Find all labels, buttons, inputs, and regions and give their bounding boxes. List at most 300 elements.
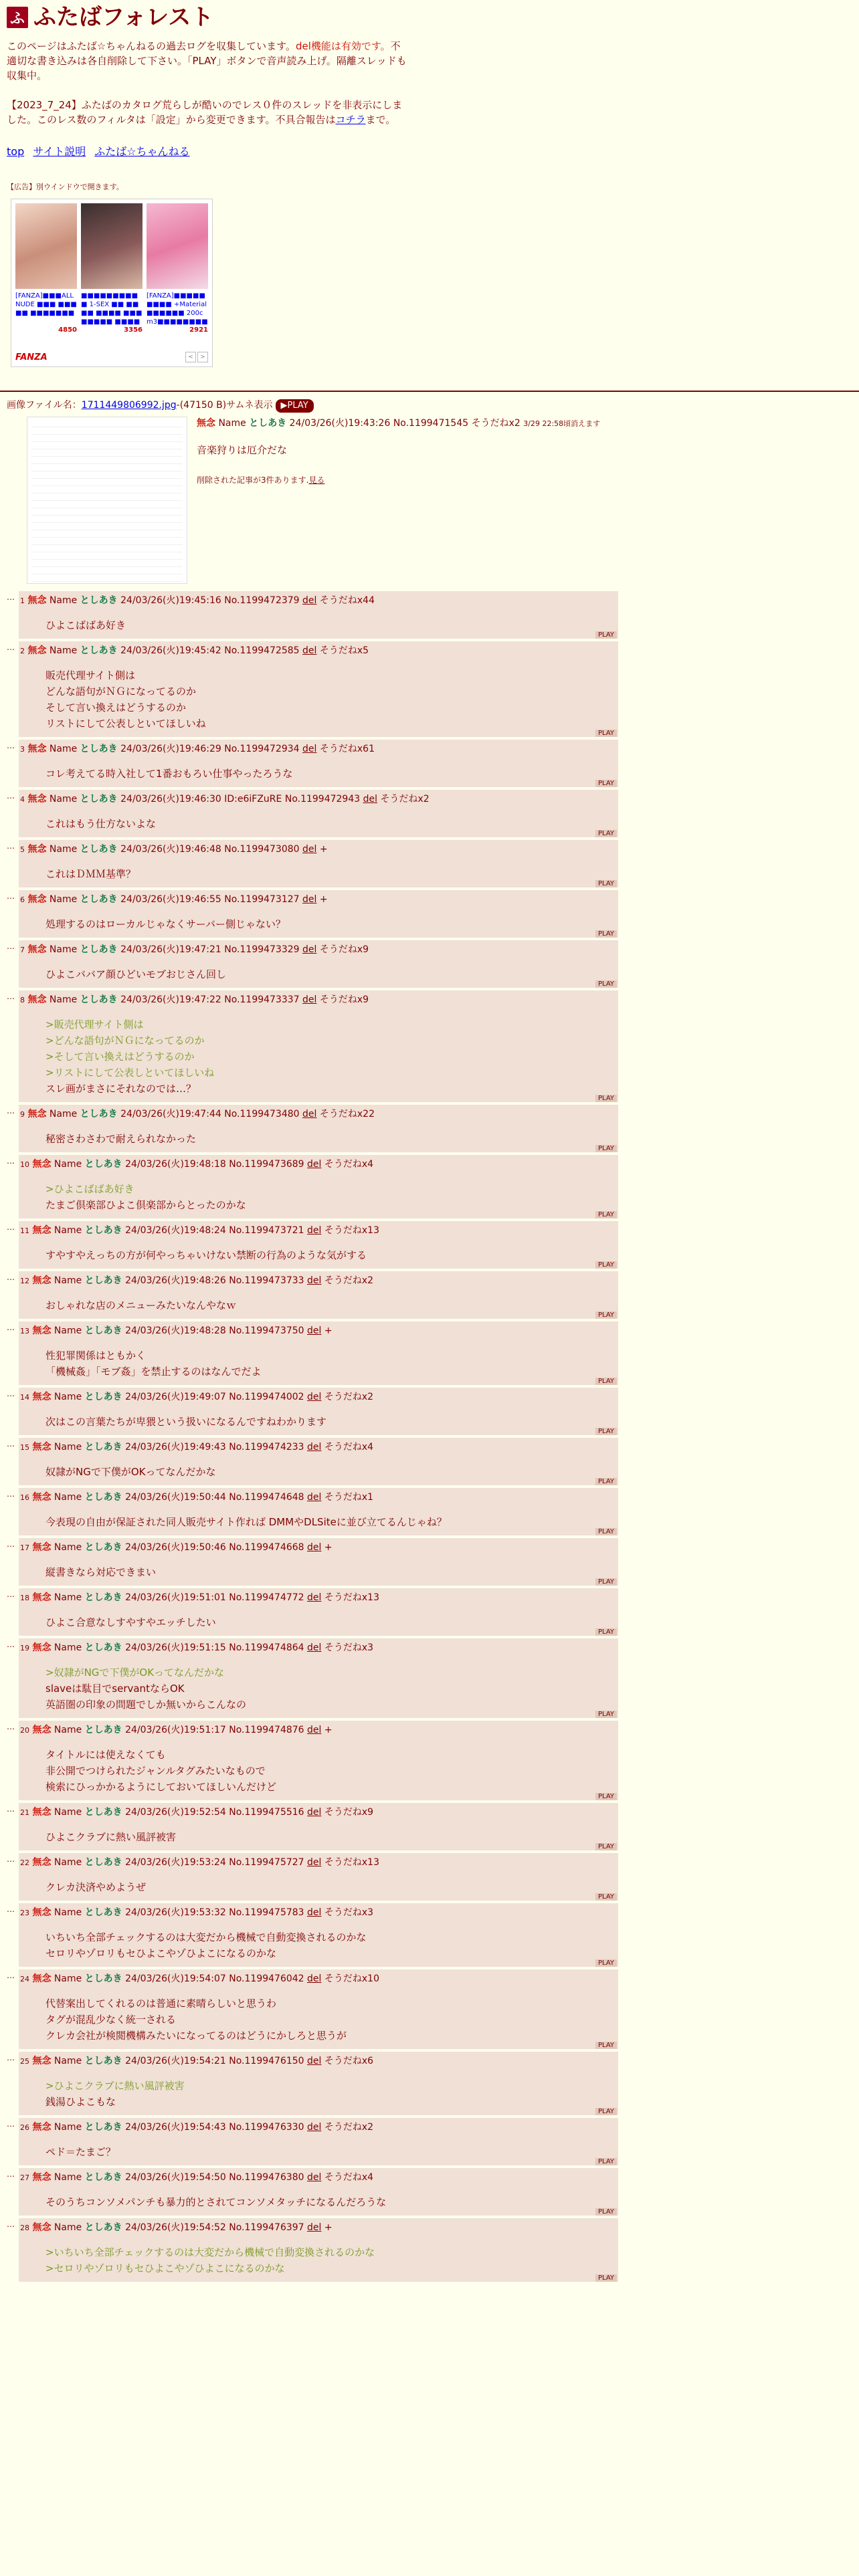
reply-datetime: 24/03/26(火)19:51:01 xyxy=(125,1592,226,1603)
reply-sodane[interactable]: そうだねx4 xyxy=(324,2172,374,2183)
reply-play-button[interactable]: PLAY xyxy=(595,1793,617,1800)
reply-dots: … xyxy=(7,593,15,602)
reply-name-label: Name xyxy=(49,894,78,905)
reply-del-link[interactable]: del xyxy=(307,1392,322,1402)
ad-thumbnail[interactable] xyxy=(81,203,142,289)
reply-datetime: 24/03/26(火)19:49:07 xyxy=(125,1392,226,1402)
reply-body xyxy=(45,1181,618,1213)
reply-name-label: Name xyxy=(54,1225,82,1236)
reply-sodane[interactable]: そうだねx2 xyxy=(324,1392,374,1402)
reply-sodane[interactable]: + xyxy=(324,1542,332,1553)
reply-row xyxy=(7,1271,618,1319)
reply-sodane[interactable]: そうだねx13 xyxy=(324,1857,379,1868)
reply-header xyxy=(19,2171,618,2185)
reply-name-label: Name xyxy=(54,1907,82,1918)
reply-row xyxy=(7,2168,618,2216)
reply-del-link[interactable]: del xyxy=(307,1325,322,1336)
reply-row xyxy=(7,2218,618,2282)
reply-body xyxy=(45,2144,618,2160)
reply-body xyxy=(45,1131,618,1147)
reply-subject: 無念 xyxy=(32,1857,52,1868)
reply-play-button[interactable]: PLAY xyxy=(595,1843,617,1850)
reply-name: としあき xyxy=(84,2056,122,2066)
reply-body xyxy=(45,1996,618,2044)
reply-name-label: Name xyxy=(54,1275,82,1286)
ad-caption[interactable]: ■■■■■■■■■■ 1-SEX ■■ ■■■■ ■■■■ ■■■■■■■■ ■■■■ xyxy=(81,292,142,326)
reply-dots: … xyxy=(7,1971,15,1980)
image-file-link[interactable]: 1711449806992.jpg xyxy=(81,400,177,411)
reply-row xyxy=(7,1588,618,1636)
reply-number[interactable]: No.1199473480 xyxy=(224,1109,300,1119)
reply-header xyxy=(19,943,618,957)
reply-play-button[interactable]: PLAY xyxy=(595,1578,617,1586)
reply-number[interactable]: No.1199473689 xyxy=(229,1159,304,1170)
reply-row xyxy=(7,1538,618,1586)
intro-text xyxy=(7,39,408,127)
reply-subject: 無念 xyxy=(32,1442,52,1453)
reply-header xyxy=(19,1224,618,1238)
reply-row xyxy=(7,990,618,1102)
reply-body xyxy=(45,1016,618,1097)
reply-datetime: 24/03/26(火)19:48:24 xyxy=(125,1225,226,1236)
reply-play-button[interactable]: PLAY xyxy=(595,2274,617,2282)
reply-del-link[interactable]: del xyxy=(307,1492,322,1503)
reply-play-button[interactable]: PLAY xyxy=(595,631,617,639)
deleted-note xyxy=(197,474,600,486)
reply-sodane[interactable]: そうだねx22 xyxy=(319,1109,375,1119)
ad-brand-logo[interactable]: FANZA xyxy=(15,352,47,362)
reply-sodane[interactable]: そうだねx3 xyxy=(324,1642,374,1653)
reply-subject: 無念 xyxy=(27,944,47,955)
reply-subject: 無念 xyxy=(27,595,47,606)
reply-dots: … xyxy=(7,1439,15,1448)
message-line: 処理するのはローカルじゃなくサーバー側じゃない？ xyxy=(45,918,286,930)
ad-thumbnail[interactable] xyxy=(15,203,77,289)
reply-del-link[interactable]: del xyxy=(307,1592,322,1603)
message-line: 縦書きなら対応できまい xyxy=(45,1566,157,1578)
reply-post xyxy=(19,1721,618,1800)
nav-top-link[interactable]: top xyxy=(7,145,25,158)
quote-line: >奴隷がNGで下僕がOKってなんだかな xyxy=(45,1667,225,1679)
reply-index: 15 xyxy=(20,1443,29,1452)
reply-name: としあき xyxy=(84,1275,122,1286)
reply-play-button[interactable]: PLAY xyxy=(595,1628,617,1636)
reply-del-link[interactable]: del xyxy=(307,1973,322,1984)
reply-number[interactable]: No.1199474668 xyxy=(229,1542,304,1553)
reply-post xyxy=(19,641,618,737)
ad-thumbnail[interactable] xyxy=(147,203,208,289)
reply-name-label: Name xyxy=(49,595,78,606)
ad-caption[interactable]: [FANZA]■■■■■■■■■ +Material■■■■■■ 200cm3■■■■■■■■ xyxy=(147,292,208,326)
reply-body xyxy=(45,1464,618,1480)
reply-number[interactable]: No.1199473080 xyxy=(224,844,300,855)
reply-sodane[interactable]: そうだねx2 xyxy=(380,794,430,804)
reply-play-button[interactable]: PLAY xyxy=(595,1261,617,1269)
message-line: 性犯罪関係はともかく xyxy=(45,1350,147,1362)
reply-play-button[interactable]: PLAY xyxy=(595,2042,617,2049)
reply-del-link[interactable]: del xyxy=(307,1725,322,1735)
reply-row xyxy=(7,1853,618,1901)
op-name-label: Name xyxy=(218,418,246,429)
reply-play-button[interactable]: PLAY xyxy=(595,2108,617,2115)
reply-index: 24 xyxy=(20,1975,29,1983)
reply-post xyxy=(19,790,618,837)
ad-item[interactable] xyxy=(147,203,208,334)
reply-post xyxy=(19,1803,618,1850)
reply-del-link[interactable]: del xyxy=(302,994,317,1005)
play-icon: ▶ xyxy=(280,401,288,411)
reply-sodane[interactable]: + xyxy=(324,1725,332,1735)
reply-subject: 無念 xyxy=(32,1159,52,1170)
file-meta: -(47150 B)サムネ表示 xyxy=(176,400,273,411)
reply-post xyxy=(19,1271,618,1319)
reply-index: 12 xyxy=(20,1277,29,1285)
reply-sodane[interactable]: そうだねx6 xyxy=(324,2056,374,2066)
op-play-label: PLAY xyxy=(287,401,308,411)
reply-index: 28 xyxy=(20,2224,29,2232)
reply-play-button[interactable]: PLAY xyxy=(595,2208,617,2216)
reply-del-link[interactable]: del xyxy=(302,595,317,606)
reply-sodane[interactable]: そうだねx9 xyxy=(324,1807,374,1818)
reply-name-label: Name xyxy=(49,645,78,656)
reply-datetime: 24/03/26(火)19:48:28 xyxy=(125,1325,226,1336)
reply-del-link[interactable]: del xyxy=(302,844,317,855)
reply-index: 5 xyxy=(20,845,25,854)
op-number[interactable]: No.1199471545 xyxy=(393,418,469,429)
reply-sodane[interactable]: そうだねx4 xyxy=(324,1442,374,1453)
op-subject: 無念 xyxy=(197,418,215,429)
message-line: 今表現の自由が保証された同人販売サイト作れば DMMやDLSiteに並び立てるんじゃね？ xyxy=(45,1516,447,1528)
message-line: 非公開でつけられたジャンルタグみたいなもので xyxy=(45,1765,266,1777)
reply-row xyxy=(7,641,618,737)
reply-dots: … xyxy=(7,1323,15,1332)
reply-post xyxy=(19,1638,618,1718)
nav-site-guide-link[interactable]: サイト説明 xyxy=(33,145,86,158)
reply-del-link[interactable]: del xyxy=(307,1275,322,1286)
reply-sodane[interactable]: そうだねx61 xyxy=(319,744,375,754)
reply-number[interactable]: No.1199475783 xyxy=(229,1907,304,1918)
reply-sodane[interactable]: + xyxy=(319,844,328,855)
reply-number[interactable]: No.1199476330 xyxy=(229,2122,304,2133)
reply-header xyxy=(19,1856,618,1870)
reply-body xyxy=(45,2078,618,2110)
reply-number[interactable]: No.1199473329 xyxy=(224,944,300,955)
reply-header xyxy=(19,1107,618,1121)
reply-row xyxy=(7,2052,618,2115)
reply-body xyxy=(45,1297,618,1313)
message-line: どんな語句がＮＧになってるのか xyxy=(45,685,197,697)
reply-datetime: 24/03/26(火)19:54:21 xyxy=(125,2056,226,2066)
reply-play-button[interactable]: PLAY xyxy=(595,1311,617,1319)
reply-sodane[interactable]: そうだねx3 xyxy=(324,1907,374,1918)
reply-subject: 無念 xyxy=(32,1325,52,1336)
site-title: ふたばフォレスト xyxy=(33,4,214,31)
reply-dots: … xyxy=(7,1854,15,1864)
reply-post xyxy=(19,740,618,787)
reply-del-link[interactable]: del xyxy=(302,894,317,905)
reply-number[interactable]: No.1199472379 xyxy=(224,595,300,606)
reply-post xyxy=(19,1853,618,1901)
reply-subject: 無念 xyxy=(32,1973,52,1984)
reply-play-button[interactable]: PLAY xyxy=(595,1893,617,1901)
reply-del-link[interactable]: del xyxy=(307,1907,322,1918)
reply-sodane[interactable]: そうだねx13 xyxy=(324,1592,379,1603)
reply-number[interactable]: No.1199473750 xyxy=(229,1325,304,1336)
reply-subject: 無念 xyxy=(27,894,47,905)
reply-play-button[interactable]: PLAY xyxy=(595,1378,617,1385)
quote-line: >販売代理サイト側は xyxy=(45,1018,144,1031)
reply-index: 19 xyxy=(20,1644,29,1652)
reply-name: としあき xyxy=(84,1492,122,1503)
reply-play-button[interactable]: PLAY xyxy=(595,2158,617,2165)
message-line: コレ考えてる時入社して1番おもろい仕事やったろうな xyxy=(45,768,293,780)
reply-sodane[interactable]: そうだねx2 xyxy=(324,1275,374,1286)
reply-play-button[interactable]: PLAY xyxy=(595,1211,617,1218)
reply-play-button[interactable]: PLAY xyxy=(595,980,617,988)
intro-del-notice: del機能は有効です。 xyxy=(295,40,391,52)
reply-name-label: Name xyxy=(54,1807,82,1818)
reply-index: 14 xyxy=(20,1393,29,1402)
reply-post xyxy=(19,2218,618,2282)
reply-index: 17 xyxy=(20,1543,29,1552)
reply-row xyxy=(7,890,618,938)
reply-post xyxy=(19,2168,618,2216)
reply-del-link[interactable]: del xyxy=(302,944,317,955)
reply-name: としあき xyxy=(80,794,118,804)
intro-text-b: 不適切な書き込みは各自削除して下さい。「PLAY」ボタンで音声読み上げ。隔離スレッドも収集中。 xyxy=(7,40,407,82)
reply-play-button[interactable]: PLAY xyxy=(595,1478,617,1485)
reply-index: 18 xyxy=(20,1594,29,1602)
reply-sodane[interactable]: そうだねx9 xyxy=(319,994,369,1005)
reply-number[interactable]: No.1199476380 xyxy=(229,2172,304,2183)
reply-name: としあき xyxy=(80,595,118,606)
reply-index: 8 xyxy=(20,996,25,1004)
reply-name: としあき xyxy=(84,2172,122,2183)
reply-row xyxy=(7,840,618,887)
reply-del-link[interactable]: del xyxy=(307,2122,322,2133)
reply-number[interactable]: No.1199472943 xyxy=(284,794,361,804)
reply-play-button[interactable]: PLAY xyxy=(595,1711,617,1718)
reply-datetime: 24/03/26(火)19:52:54 xyxy=(125,1807,226,1818)
reply-post xyxy=(19,1969,618,2049)
reply-index: 11 xyxy=(20,1226,29,1235)
reply-play-button[interactable]: PLAY xyxy=(595,1959,617,1967)
reply-subject: 無念 xyxy=(27,645,47,656)
reply-header xyxy=(19,1158,618,1172)
page-header xyxy=(0,0,859,367)
reply-number[interactable]: No.1199472934 xyxy=(224,744,300,754)
reply-dots: … xyxy=(7,1156,15,1166)
reply-name-label: Name xyxy=(49,794,78,804)
reply-del-link[interactable]: del xyxy=(307,2056,322,2066)
reply-play-button[interactable]: PLAY xyxy=(595,880,617,887)
reply-datetime: 24/03/26(火)19:49:43 xyxy=(125,1442,226,1453)
reply-name-label: Name xyxy=(54,1159,82,1170)
reply-header xyxy=(19,843,618,857)
reply-del-link[interactable]: del xyxy=(302,744,317,754)
reply-post xyxy=(19,940,618,988)
reply-sodane[interactable]: + xyxy=(324,1325,332,1336)
reply-del-link[interactable]: del xyxy=(307,1159,322,1170)
reply-del-link[interactable]: del xyxy=(307,1442,322,1453)
message-line: ひよこばばあ好き xyxy=(45,619,126,631)
reply-name-label: Name xyxy=(49,744,78,754)
reply-row xyxy=(7,1638,618,1718)
reply-play-button[interactable]: PLAY xyxy=(595,1428,617,1435)
op-name: としあき xyxy=(249,418,287,429)
reply-name-label: Name xyxy=(54,2222,82,2233)
reply-subject: 無念 xyxy=(32,1542,52,1553)
reply-sodane[interactable]: そうだねx9 xyxy=(319,944,369,955)
reply-del-link[interactable]: del xyxy=(307,2172,322,2183)
reply-del-link[interactable]: del xyxy=(363,794,378,804)
report-link[interactable]: コチラ xyxy=(335,114,366,126)
reply-sodane[interactable]: そうだねx13 xyxy=(324,1225,379,1236)
reply-name: としあき xyxy=(84,2222,122,2233)
reply-del-link[interactable]: del xyxy=(307,2222,322,2233)
reply-body xyxy=(45,1665,618,1713)
reply-name-label: Name xyxy=(49,844,78,855)
reply-number[interactable]: No.1199474648 xyxy=(229,1492,304,1503)
ad-banner[interactable] xyxy=(11,199,213,367)
reply-sodane[interactable]: そうだねx44 xyxy=(319,595,375,606)
ad-caption[interactable]: [FANZA]■■■ALL NUDE ■■■ ■■■■■ ■■■■■■■ xyxy=(15,292,77,317)
op-header xyxy=(197,417,600,431)
reply-number[interactable]: No.1199475516 xyxy=(229,1807,304,1818)
reply-del-link[interactable]: del xyxy=(307,1857,322,1868)
reply-dots: … xyxy=(7,2119,15,2129)
reply-index: 21 xyxy=(20,1808,29,1817)
reply-body xyxy=(45,1929,618,1961)
reply-datetime: 24/03/26(火)19:45:16 xyxy=(120,595,221,606)
reply-dots: … xyxy=(7,891,15,901)
reply-del-link[interactable]: del xyxy=(302,1109,317,1119)
reply-sodane[interactable]: そうだねx5 xyxy=(319,645,369,656)
reply-sodane[interactable]: そうだねx2 xyxy=(324,2122,374,2133)
reply-play-button[interactable]: PLAY xyxy=(595,1095,617,1102)
deleted-view-link[interactable]: 見る xyxy=(308,475,325,485)
reply-body xyxy=(45,766,618,782)
quote-line: >そして言い換えはどうするのか xyxy=(45,1051,195,1063)
reply-name: としあき xyxy=(84,1592,122,1603)
reply-number[interactable]: No.1199473721 xyxy=(229,1225,304,1236)
reply-play-button[interactable]: PLAY xyxy=(595,1145,617,1152)
reply-body xyxy=(45,2244,618,2276)
site-logo[interactable]: ふ xyxy=(7,7,28,28)
nav-futaba-link[interactable]: ふたば☆ちゃんねる xyxy=(94,145,190,158)
reply-dots: … xyxy=(7,1722,15,1731)
ad-next-button[interactable]: > xyxy=(197,352,208,362)
reply-dots: … xyxy=(7,1222,15,1232)
reply-datetime: 24/03/26(火)19:50:46 xyxy=(125,1542,226,1553)
reply-body xyxy=(45,816,618,832)
ad-prev-button[interactable]: < xyxy=(185,352,196,362)
reply-post xyxy=(19,1438,618,1485)
message-line: 「機械姦」「モブ姦」を禁止するのはなんでだよ xyxy=(45,1366,262,1378)
intro-paragraph-1 xyxy=(7,39,408,83)
reply-play-button[interactable]: PLAY xyxy=(595,780,617,787)
reply-play-button[interactable]: PLAY xyxy=(595,1528,617,1535)
reply-number[interactable]: No.1199475727 xyxy=(229,1857,304,1868)
message-line: 銭湯ひよこもな xyxy=(45,2096,116,2108)
reply-sodane[interactable]: そうだねx10 xyxy=(324,1973,379,1984)
reply-sodane[interactable]: + xyxy=(324,2222,332,2233)
reply-del-link[interactable]: del xyxy=(307,1807,322,1818)
reply-number[interactable]: No.1199476397 xyxy=(229,2222,304,2233)
reply-del-link[interactable]: del xyxy=(307,1642,322,1653)
op-play-button[interactable] xyxy=(276,399,314,413)
reply-del-link[interactable]: del xyxy=(307,1542,322,1553)
op-thumbnail-image[interactable] xyxy=(27,417,187,584)
quote-line: >いちいち全部チェックするのは大変だから機械で自動変換されるのかな xyxy=(45,2246,375,2258)
reply-number[interactable]: No.1199474772 xyxy=(229,1592,304,1603)
reply-number[interactable]: No.1199473733 xyxy=(229,1275,304,1286)
ad-item[interactable] xyxy=(15,203,77,334)
reply-body xyxy=(45,617,618,633)
reply-header xyxy=(19,1641,618,1655)
reply-header xyxy=(19,2054,618,2068)
reply-del-link[interactable]: del xyxy=(302,645,317,656)
reply-number[interactable]: No.1199474002 xyxy=(229,1392,304,1402)
reply-del-link[interactable]: del xyxy=(307,1225,322,1236)
reply-number[interactable]: No.1199474864 xyxy=(229,1642,304,1653)
reply-number[interactable]: No.1199474876 xyxy=(229,1725,304,1735)
reply-play-button[interactable]: PLAY xyxy=(595,930,617,938)
message-line: 代替案出してくれるのは普通に素晴らしいと思うわ xyxy=(45,1998,277,2010)
reply-post xyxy=(19,1321,618,1385)
reply-datetime: 24/03/26(火)19:54:07 xyxy=(125,1973,226,1984)
reply-dots: … xyxy=(7,942,15,951)
reply-name-label: Name xyxy=(54,1592,82,1603)
reply-datetime: 24/03/26(火)19:48:18 xyxy=(125,1159,226,1170)
ad-item[interactable] xyxy=(81,203,142,334)
reply-header xyxy=(19,993,618,1007)
reply-index: 2 xyxy=(20,647,25,655)
reply-number[interactable]: No.1199473337 xyxy=(224,994,300,1005)
ad-carousel-nav xyxy=(185,352,208,362)
reply-number[interactable]: No.1199476042 xyxy=(229,1973,304,1984)
reply-index: 13 xyxy=(20,1327,29,1335)
message-line: ひよこババア顔ひどいモブおじさん回し xyxy=(45,968,227,980)
reply-number[interactable]: No.1199473127 xyxy=(224,894,300,905)
reply-name: としあき xyxy=(80,844,118,855)
reply-dots: … xyxy=(7,643,15,652)
reply-row xyxy=(7,1105,618,1152)
reply-header xyxy=(19,2221,618,2235)
reply-number[interactable]: No.1199472585 xyxy=(224,645,300,656)
op-sodane[interactable]: そうだねx2 xyxy=(471,418,520,429)
reply-play-button[interactable]: PLAY xyxy=(595,830,617,837)
reply-number[interactable]: No.1199476150 xyxy=(229,2056,304,2066)
reply-name: としあき xyxy=(80,994,118,1005)
reply-sodane[interactable]: + xyxy=(319,894,328,905)
reply-dots: … xyxy=(7,1489,15,1499)
op-expire: 3/29 22:58頃消えます xyxy=(523,419,601,428)
reply-row xyxy=(7,1438,618,1485)
message-line: クレカ決済やめようぜ xyxy=(45,1881,147,1893)
reply-play-button[interactable]: PLAY xyxy=(595,730,617,737)
reply-index: 27 xyxy=(20,2173,29,2182)
reply-sodane[interactable]: そうだねx1 xyxy=(324,1492,374,1503)
reply-name-label: Name xyxy=(54,1725,82,1735)
reply-number[interactable]: No.1199474233 xyxy=(229,1442,304,1453)
op-datetime: 24/03/26(火)19:43:26 xyxy=(289,418,391,429)
reply-body xyxy=(45,1564,618,1580)
reply-name-label: Name xyxy=(54,1442,82,1453)
reply-header xyxy=(19,1491,618,1505)
reply-sodane[interactable]: そうだねx4 xyxy=(324,1159,374,1170)
reply-body xyxy=(45,1247,618,1263)
